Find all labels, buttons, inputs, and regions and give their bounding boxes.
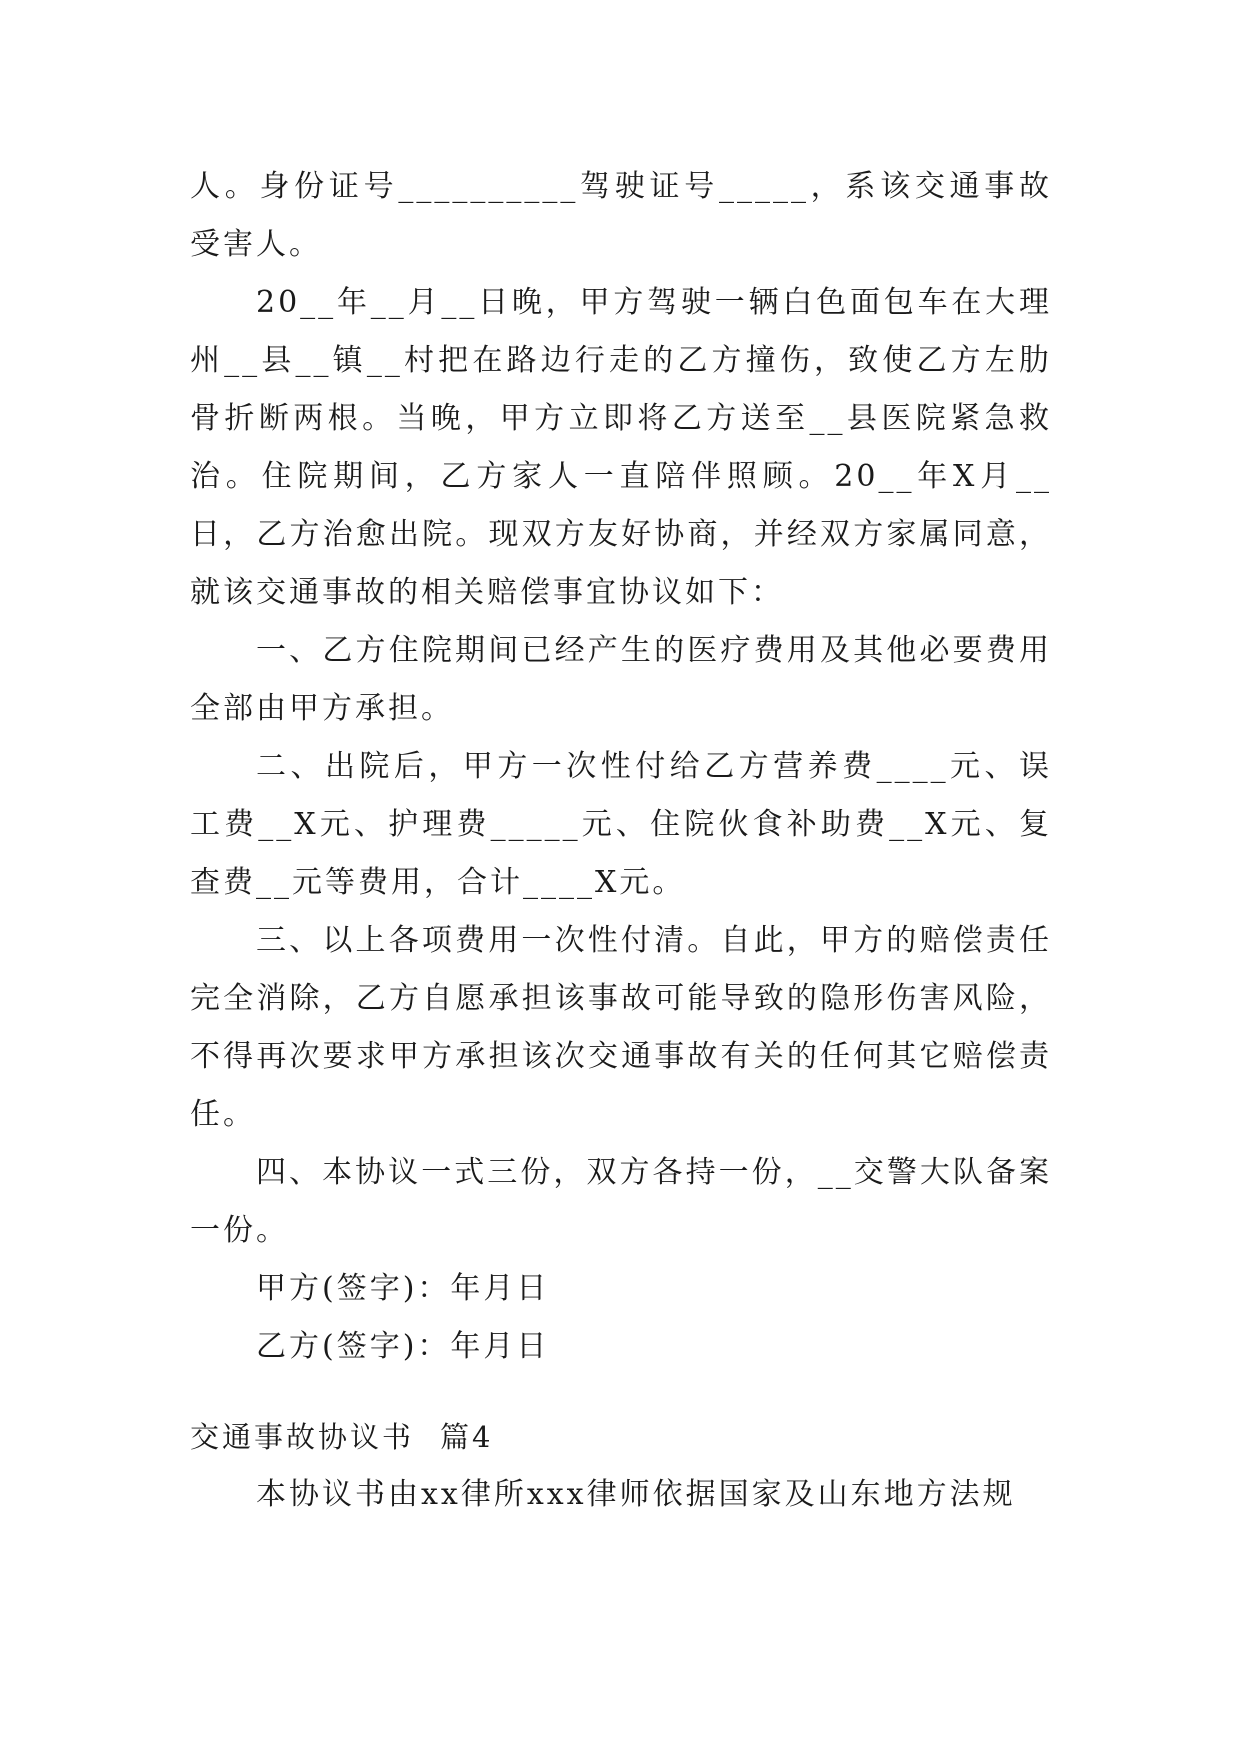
clause-two: 二、出院后，甲方一次性付给乙方营养费____元、误工费__X元、护理费_____元、住院伙食补助费__X元、复查费__元等费用，合计____X元。 bbox=[190, 749, 1052, 900]
party-a-signature: 甲方(签字)：年月日 bbox=[256, 1271, 550, 1306]
accident-description-paragraph: 20__年__月__日晚，甲方驾驶一辆白色面包车在大理州__县__镇__村把在路边行走的乙方撞伤，致使乙方左肋骨折断两根。当晚，甲方立即将乙方送至__县医院紧急救治。住院期间，乙方家人一直陪伴照顾。20__年X月__日，乙方治愈出院。现双方友好协商，并经双方家属同意，就该交通事故的相关赔偿事宜协议如下： bbox=[190, 285, 1052, 610]
document-body bbox=[190, 158, 1052, 1524]
section-spacer bbox=[190, 1376, 1052, 1408]
party-b-signature: 乙方(签字)：年月日 bbox=[256, 1329, 550, 1364]
section-number: 篇4 bbox=[440, 1420, 494, 1454]
clause-four: 四、本协议一式三份，双方各持一份，__交警大队备案一份。 bbox=[190, 1155, 1052, 1248]
section-heading bbox=[190, 1408, 1052, 1466]
clause-one: 一、乙方住院期间已经产生的医疗费用及其他必要费用全部由甲方承担。 bbox=[190, 633, 1052, 726]
section-title: 交通事故协议书 bbox=[190, 1420, 415, 1454]
clause-three: 三、以上各项费用一次性付清。自此，甲方的赔偿责任完全消除，乙方自愿承担该事故可能导致的隐形伤害风险，不得再次要求甲方承担该次交通事故有关的任何其它赔偿责任。 bbox=[190, 923, 1052, 1132]
victim-id-paragraph: 人。身份证号__________驾驶证号_____，系该交通事故受害人。 bbox=[190, 169, 1052, 262]
next-section-intro: 本协议书由xx律所xxx律师依据国家及山东地方法规 bbox=[256, 1477, 1016, 1512]
